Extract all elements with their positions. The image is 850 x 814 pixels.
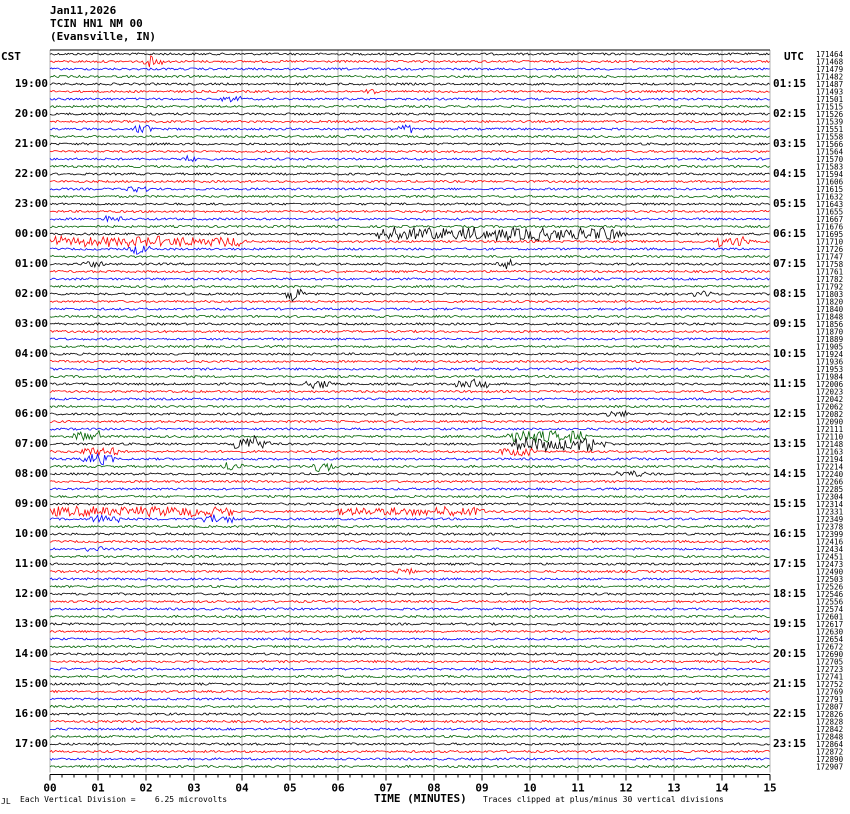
trace-76 xyxy=(50,623,770,625)
date-label: Jan11,2026 xyxy=(50,4,117,17)
clip-note: Traces clipped at plus/minus 30 vertical divisions xyxy=(483,795,724,804)
trace-id-label: 172490 xyxy=(816,567,844,577)
left-hour-label: 17:00 xyxy=(14,737,48,750)
trace-id-label: 171526 xyxy=(816,110,844,119)
trace-id-label: 172349 xyxy=(816,515,844,524)
x-tick-label: 07 xyxy=(379,781,393,795)
trace-id-label: 172090 xyxy=(816,417,844,427)
right-hour-label: 21:15 xyxy=(773,677,807,690)
trace-id-label: 172163 xyxy=(816,447,844,457)
trace-id-label: 171643 xyxy=(816,200,844,209)
trace-17 xyxy=(50,180,770,182)
trace-69 xyxy=(50,569,770,574)
trace-95 xyxy=(50,765,770,767)
trace-id-label: 171870 xyxy=(816,327,844,337)
left-hour-label: 23:00 xyxy=(14,197,48,210)
trace-56 xyxy=(50,471,770,477)
trace-id-label: 171782 xyxy=(816,275,844,284)
trace-86 xyxy=(50,698,770,700)
trace-id-label: 172473 xyxy=(816,560,844,569)
trace-62 xyxy=(50,515,770,523)
trace-id-label: 171615 xyxy=(816,185,844,194)
trace-id-label: 171515 xyxy=(816,102,844,112)
trace-54 xyxy=(50,454,770,465)
trace-id-label: 172630 xyxy=(816,627,844,637)
left-hour-label: 02:00 xyxy=(14,287,48,300)
trace-id-label: 172826 xyxy=(816,710,844,719)
left-hour-label: 04:00 xyxy=(14,347,48,360)
trace-40 xyxy=(50,353,770,355)
trace-19 xyxy=(50,195,770,197)
left-hour-label: 09:00 xyxy=(14,497,48,510)
trace-id-label: 172723 xyxy=(816,665,844,674)
trace-44 xyxy=(50,379,770,388)
trace-39 xyxy=(50,345,770,347)
right-hour-label: 14:15 xyxy=(773,467,807,480)
trace-id-label: 171848 xyxy=(816,312,844,322)
trace-id-label: 171632 xyxy=(816,192,844,202)
location-label: (Evansville, IN) xyxy=(50,30,156,43)
trace-80 xyxy=(50,653,770,655)
x-tick-label: 05 xyxy=(283,781,297,795)
trace-57 xyxy=(50,480,770,482)
right-hour-label: 19:15 xyxy=(773,617,807,630)
trace-25 xyxy=(50,236,770,247)
trace-43 xyxy=(50,375,770,377)
trace-23 xyxy=(50,225,770,227)
x-tick-label: 09 xyxy=(475,781,489,795)
x-axis-label: TIME (MINUTES) xyxy=(374,792,467,805)
trace-id-label: 171747 xyxy=(816,252,844,262)
trace-id-label: 172416 xyxy=(816,537,844,547)
right-hour-label: 01:15 xyxy=(773,77,807,90)
right-hour-label: 12:15 xyxy=(773,407,807,420)
trace-id-label: 171487 xyxy=(816,80,844,89)
trace-33 xyxy=(50,300,770,302)
trace-5 xyxy=(50,89,770,94)
trace-7 xyxy=(50,105,770,107)
trace-id-label: 171539 xyxy=(816,117,844,127)
right-hour-labels xyxy=(773,77,806,750)
trace-29 xyxy=(50,270,770,272)
trace-id-label: 172654 xyxy=(816,635,844,644)
trace-id-label: 171936 xyxy=(816,357,844,367)
trace-id-label: 171606 xyxy=(816,177,844,187)
trace-id-label: 171564 xyxy=(816,147,844,157)
right-hour-label: 02:15 xyxy=(773,107,807,120)
right-hour-label: 07:15 xyxy=(773,257,807,270)
seismic-traces xyxy=(50,53,770,768)
trace-89 xyxy=(50,720,770,722)
x-tick-label: 03 xyxy=(187,781,201,795)
trace-46 xyxy=(50,398,770,400)
scale-note: Each Vertical Division = 6.25 microvolts xyxy=(20,795,228,804)
trace-id-label: 172752 xyxy=(816,680,844,689)
trace-id-label: 172890 xyxy=(816,755,844,764)
trace-87 xyxy=(50,705,770,707)
trace-75 xyxy=(50,615,770,617)
trace-id-label: 172705 xyxy=(816,657,844,667)
trace-id-label: 172314 xyxy=(816,500,844,509)
trace-id-label: 172828 xyxy=(816,717,844,727)
trace-id-label: 172378 xyxy=(816,522,844,532)
trace-6 xyxy=(50,96,770,101)
trace-id-label: 172526 xyxy=(816,582,844,592)
trace-id-label: 171482 xyxy=(816,72,844,82)
trace-81 xyxy=(50,660,770,662)
x-tick-label: 10 xyxy=(523,781,537,795)
trace-id-label: 172907 xyxy=(816,762,844,772)
trace-id-label: 172864 xyxy=(816,740,844,749)
trace-55 xyxy=(50,462,770,471)
x-tick-label: 02 xyxy=(139,781,153,795)
trace-82 xyxy=(50,668,770,670)
trace-id-label: 171889 xyxy=(816,335,844,344)
trace-id-label: 172082 xyxy=(816,410,844,419)
trace-id-label: 171820 xyxy=(816,297,844,307)
left-timezone-label: CST xyxy=(1,50,21,63)
left-hour-label: 10:00 xyxy=(14,527,48,540)
x-tick-label: 11 xyxy=(571,781,585,795)
trace-id-label: 171792 xyxy=(816,282,844,292)
trace-4 xyxy=(50,83,770,85)
trace-id-label: 172285 xyxy=(816,485,844,494)
right-timezone-label: UTC xyxy=(784,50,804,63)
trace-id-label: 172399 xyxy=(816,530,844,539)
trace-83 xyxy=(50,675,770,677)
trace-id-label: 172574 xyxy=(816,605,844,614)
trace-id-label: 172042 xyxy=(816,395,844,404)
trace-id-label: 172842 xyxy=(816,725,844,734)
trace-21 xyxy=(50,210,770,212)
right-hour-label: 20:15 xyxy=(773,647,807,660)
trace-34 xyxy=(50,308,770,310)
trace-id-label: 171583 xyxy=(816,162,844,172)
left-hour-label: 06:00 xyxy=(14,407,48,420)
right-hour-label: 08:15 xyxy=(773,287,807,300)
trace-93 xyxy=(50,750,770,752)
trace-0 xyxy=(50,53,770,55)
trace-id-label: 172194 xyxy=(816,455,844,464)
trace-22 xyxy=(50,216,770,221)
right-hour-label: 16:15 xyxy=(773,527,807,540)
trace-id-label: 171761 xyxy=(816,267,844,277)
trace-60 xyxy=(50,503,770,505)
trace-id-label: 171984 xyxy=(816,372,844,382)
trace-66 xyxy=(50,547,770,552)
right-hour-label: 18:15 xyxy=(773,587,807,600)
trace-84 xyxy=(50,683,770,685)
right-hour-label: 23:15 xyxy=(773,737,807,750)
trace-59 xyxy=(50,495,770,497)
trace-id-label: 171468 xyxy=(816,57,844,67)
trace-id-label: 171840 xyxy=(816,305,844,314)
trace-70 xyxy=(50,578,770,580)
trace-53 xyxy=(50,448,770,456)
trace-id-label: 172240 xyxy=(816,470,844,479)
trace-id-label: 172110 xyxy=(816,432,844,442)
trace-42 xyxy=(50,368,770,370)
trace-64 xyxy=(50,533,770,535)
x-tick-label: 00 xyxy=(43,781,57,795)
trace-94 xyxy=(50,758,770,760)
trace-id-label: 172266 xyxy=(816,477,844,487)
trace-id-label: 172451 xyxy=(816,552,844,562)
trace-41 xyxy=(50,360,770,362)
trace-10 xyxy=(50,125,770,133)
trace-45 xyxy=(50,390,770,392)
left-hour-label: 16:00 xyxy=(14,707,48,720)
left-hour-label: 14:00 xyxy=(14,647,48,660)
x-tick-label: 08 xyxy=(427,781,441,795)
trace-id-label: 172304 xyxy=(816,492,844,502)
trace-11 xyxy=(50,135,770,137)
trace-id-label: 172023 xyxy=(816,387,844,397)
x-tick-label: 06 xyxy=(331,781,345,795)
trace-id-label: 171570 xyxy=(816,155,844,164)
trace-id-label: 172848 xyxy=(816,732,844,742)
x-tick-label: 01 xyxy=(91,781,105,795)
trace-37 xyxy=(50,330,770,332)
trace-58 xyxy=(50,488,770,490)
x-tick-label: 15 xyxy=(763,781,777,795)
trace-id-label: 171758 xyxy=(816,260,844,269)
trace-13 xyxy=(50,150,770,152)
left-hour-label: 21:00 xyxy=(14,137,48,150)
trace-id-label: 172503 xyxy=(816,575,844,584)
trace-31 xyxy=(50,285,770,287)
left-hour-label: 22:00 xyxy=(14,167,48,180)
left-hour-label: 11:00 xyxy=(14,557,48,570)
trace-68 xyxy=(50,563,770,565)
right-hour-label: 06:15 xyxy=(773,227,807,240)
trace-id-label: 171803 xyxy=(816,290,844,299)
trace-id-label: 172690 xyxy=(816,650,844,659)
trace-72 xyxy=(50,593,770,595)
trace-id-label: 171953 xyxy=(816,365,844,374)
trace-18 xyxy=(50,187,770,192)
trace-90 xyxy=(50,728,770,730)
trace-71 xyxy=(50,585,770,587)
trace-9 xyxy=(50,120,770,122)
trace-24 xyxy=(50,227,770,241)
trace-id-label: 172434 xyxy=(816,545,844,554)
trace-92 xyxy=(50,743,770,745)
trace-id-label: 171551 xyxy=(816,125,844,134)
trace-51 xyxy=(50,431,770,443)
trace-id-label: 172062 xyxy=(816,402,844,412)
left-hour-label: 07:00 xyxy=(14,437,48,450)
trace-id-label: 172111 xyxy=(816,425,844,434)
trace-49 xyxy=(50,420,770,422)
trace-50 xyxy=(50,428,770,430)
left-hour-label: 12:00 xyxy=(14,587,48,600)
trace-id-label: 171726 xyxy=(816,245,844,254)
left-hour-label: 15:00 xyxy=(14,677,48,690)
trace-id-label: 171710 xyxy=(816,237,844,247)
x-tick-label: 04 xyxy=(235,781,249,795)
trace-id-label: 171655 xyxy=(816,207,844,217)
trace-id-label: 171905 xyxy=(816,342,844,352)
trace-36 xyxy=(50,323,770,325)
trace-61 xyxy=(50,506,770,517)
trace-65 xyxy=(50,540,770,542)
left-hour-label: 13:00 xyxy=(14,617,48,630)
trace-id-label: 171566 xyxy=(816,140,844,149)
left-hour-label: 01:00 xyxy=(14,257,48,270)
trace-48 xyxy=(50,411,770,416)
trace-38 xyxy=(50,338,770,340)
trace-63 xyxy=(50,525,770,527)
trace-32 xyxy=(50,289,770,301)
trace-id-label: 172741 xyxy=(816,672,844,682)
trace-28 xyxy=(50,260,770,269)
trace-52 xyxy=(50,436,770,451)
trace-35 xyxy=(50,315,770,317)
trace-26 xyxy=(50,246,770,254)
trace-id-label: 172807 xyxy=(816,702,844,712)
trace-id-label: 172214 xyxy=(816,462,844,472)
trace-79 xyxy=(50,645,770,647)
trace-20 xyxy=(50,203,770,205)
trace-78 xyxy=(50,638,770,640)
left-hour-label: 08:00 xyxy=(14,467,48,480)
right-hour-label: 09:15 xyxy=(773,317,807,330)
trace-88 xyxy=(50,713,770,715)
left-hour-labels xyxy=(15,77,48,750)
trace-91 xyxy=(50,735,770,737)
trace-id-label: 171676 xyxy=(816,222,844,232)
trace-id-label: 172006 xyxy=(816,380,844,389)
right-hour-label: 05:15 xyxy=(773,197,807,210)
right-hour-label: 15:15 xyxy=(773,497,807,510)
trace-30 xyxy=(50,278,770,280)
trace-12 xyxy=(50,143,770,145)
trace-id-label: 171493 xyxy=(816,87,844,97)
left-hour-label: 05:00 xyxy=(14,377,48,390)
trace-id-label: 171464 xyxy=(816,50,844,59)
trace-id-label: 171924 xyxy=(816,350,844,359)
right-hour-label: 22:15 xyxy=(773,707,807,720)
trace-77 xyxy=(50,630,770,632)
trace-15 xyxy=(50,165,770,167)
right-trace-ids xyxy=(816,50,844,772)
trace-id-label: 172672 xyxy=(816,642,844,652)
left-hour-label: 03:00 xyxy=(14,317,48,330)
trace-67 xyxy=(50,555,770,557)
left-hour-label: 19:00 xyxy=(14,77,48,90)
trace-3 xyxy=(50,75,770,77)
trace-id-label: 171667 xyxy=(816,215,844,224)
corner-mark: JL xyxy=(1,797,11,806)
x-tick-label: 13 xyxy=(667,781,681,795)
trace-id-label: 172546 xyxy=(816,590,844,599)
x-tick-label: 12 xyxy=(619,781,633,795)
right-hour-label: 03:15 xyxy=(773,137,807,150)
trace-85 xyxy=(50,690,770,692)
trace-id-label: 172617 xyxy=(816,620,844,629)
trace-id-label: 172556 xyxy=(816,597,844,607)
station-label: TCIN HN1 NM 00 xyxy=(50,17,143,30)
right-hour-label: 13:15 xyxy=(773,437,807,450)
trace-id-label: 172769 xyxy=(816,687,844,697)
trace-8 xyxy=(50,113,770,115)
trace-2 xyxy=(50,68,770,70)
trace-id-label: 171594 xyxy=(816,170,844,179)
x-tick-label: 14 xyxy=(715,781,729,795)
trace-14 xyxy=(50,156,770,162)
trace-74 xyxy=(50,608,770,610)
trace-id-label: 172148 xyxy=(816,440,844,449)
left-hour-label: 20:00 xyxy=(14,107,48,120)
trace-id-label: 172791 xyxy=(816,695,844,704)
trace-47 xyxy=(50,405,770,407)
left-hour-label: 00:00 xyxy=(14,227,48,240)
trace-id-label: 171558 xyxy=(816,132,844,142)
trace-id-label: 171479 xyxy=(816,65,844,74)
trace-1 xyxy=(50,56,770,67)
right-hour-label: 11:15 xyxy=(773,377,807,390)
trace-id-label: 171695 xyxy=(816,230,844,239)
right-hour-label: 10:15 xyxy=(773,347,807,360)
trace-id-label: 172331 xyxy=(816,507,844,517)
trace-27 xyxy=(50,255,770,257)
trace-73 xyxy=(50,600,770,602)
right-hour-label: 04:15 xyxy=(773,167,807,180)
trace-16 xyxy=(50,173,770,175)
trace-id-label: 172872 xyxy=(816,747,844,757)
trace-id-label: 171856 xyxy=(816,320,844,329)
trace-id-label: 171501 xyxy=(816,95,844,104)
trace-id-label: 172601 xyxy=(816,612,844,622)
right-hour-label: 17:15 xyxy=(773,557,807,570)
